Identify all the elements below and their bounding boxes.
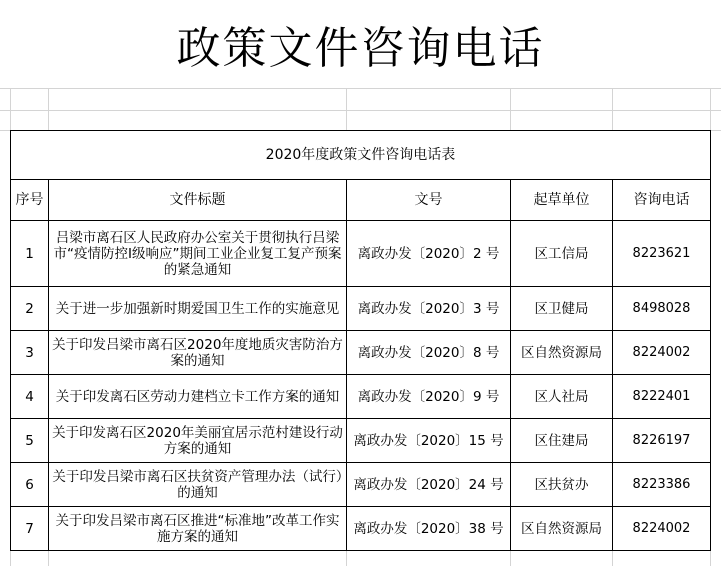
cell-title: 吕梁市离石区人民政府办公室关于贯彻执行吕梁市“疫情防控I级响应”期间工业企业复工复产预案的紧急通知 [49,221,347,287]
document-title: 政策文件咨询电话 [0,0,721,88]
cell-phone: 8222401 [613,375,711,419]
cell-no: 5 [11,419,49,463]
table-row [11,221,711,287]
header-doc-no: 文号 [347,180,511,221]
cell-unit: 区住建局 [511,419,613,463]
header-unit: 起草单位 [511,180,613,221]
table-row [11,287,711,331]
cell-unit: 区自然资源局 [511,507,613,551]
table-row [11,463,711,507]
cell-doc-no: 离政办发〔2020〕2 号 [347,221,511,287]
cell-unit: 区人社局 [511,375,613,419]
cell-doc-no: 离政办发〔2020〕24 号 [347,463,511,507]
cell-phone: 8224002 [613,331,711,375]
cell-title: 关于印发离石区2020年美丽宜居示范村建设行动方案的通知 [49,419,347,463]
cell-title: 关于印发吕梁市离石区2020年度地质灾害防治方案的通知 [49,331,347,375]
cell-title: 关于印发吕梁市离石区扶贫资产管理办法（试行）的通知 [49,463,347,507]
table-caption: 2020年度政策文件咨询电话表 [11,131,711,180]
cell-doc-no: 离政办发〔2020〕9 号 [347,375,511,419]
cell-unit: 区卫健局 [511,287,613,331]
cell-phone: 8226197 [613,419,711,463]
cell-title: 关于进一步加强新时期爱国卫生工作的实施意见 [49,287,347,331]
header-title: 文件标题 [49,180,347,221]
cell-unit: 区自然资源局 [511,331,613,375]
cell-no: 4 [11,375,49,419]
table-header-row [11,180,711,221]
cell-no: 2 [11,287,49,331]
cell-no: 7 [11,507,49,551]
cell-doc-no: 离政办发〔2020〕3 号 [347,287,511,331]
cell-phone: 8498028 [613,287,711,331]
table-row [11,419,711,463]
table-row [11,375,711,419]
cell-phone: 8223386 [613,463,711,507]
header-no: 序号 [11,180,49,221]
cell-doc-no: 离政办发〔2020〕38 号 [347,507,511,551]
policy-phone-table [10,130,711,551]
cell-no: 3 [11,331,49,375]
cell-doc-no: 离政办发〔2020〕15 号 [347,419,511,463]
cell-no: 1 [11,221,49,287]
cell-phone: 8224002 [613,507,711,551]
cell-doc-no: 离政办发〔2020〕8 号 [347,331,511,375]
cell-title: 关于印发离石区劳动力建档立卡工作方案的通知 [49,375,347,419]
cell-unit: 区扶贫办 [511,463,613,507]
header-phone: 咨询电话 [613,180,711,221]
cell-unit: 区工信局 [511,221,613,287]
table-row [11,507,711,551]
table-row [11,331,711,375]
cell-no: 6 [11,463,49,507]
cell-phone: 8223621 [613,221,711,287]
cell-title: 关于印发吕梁市离石区推进“标准地”改革工作实施方案的通知 [49,507,347,551]
